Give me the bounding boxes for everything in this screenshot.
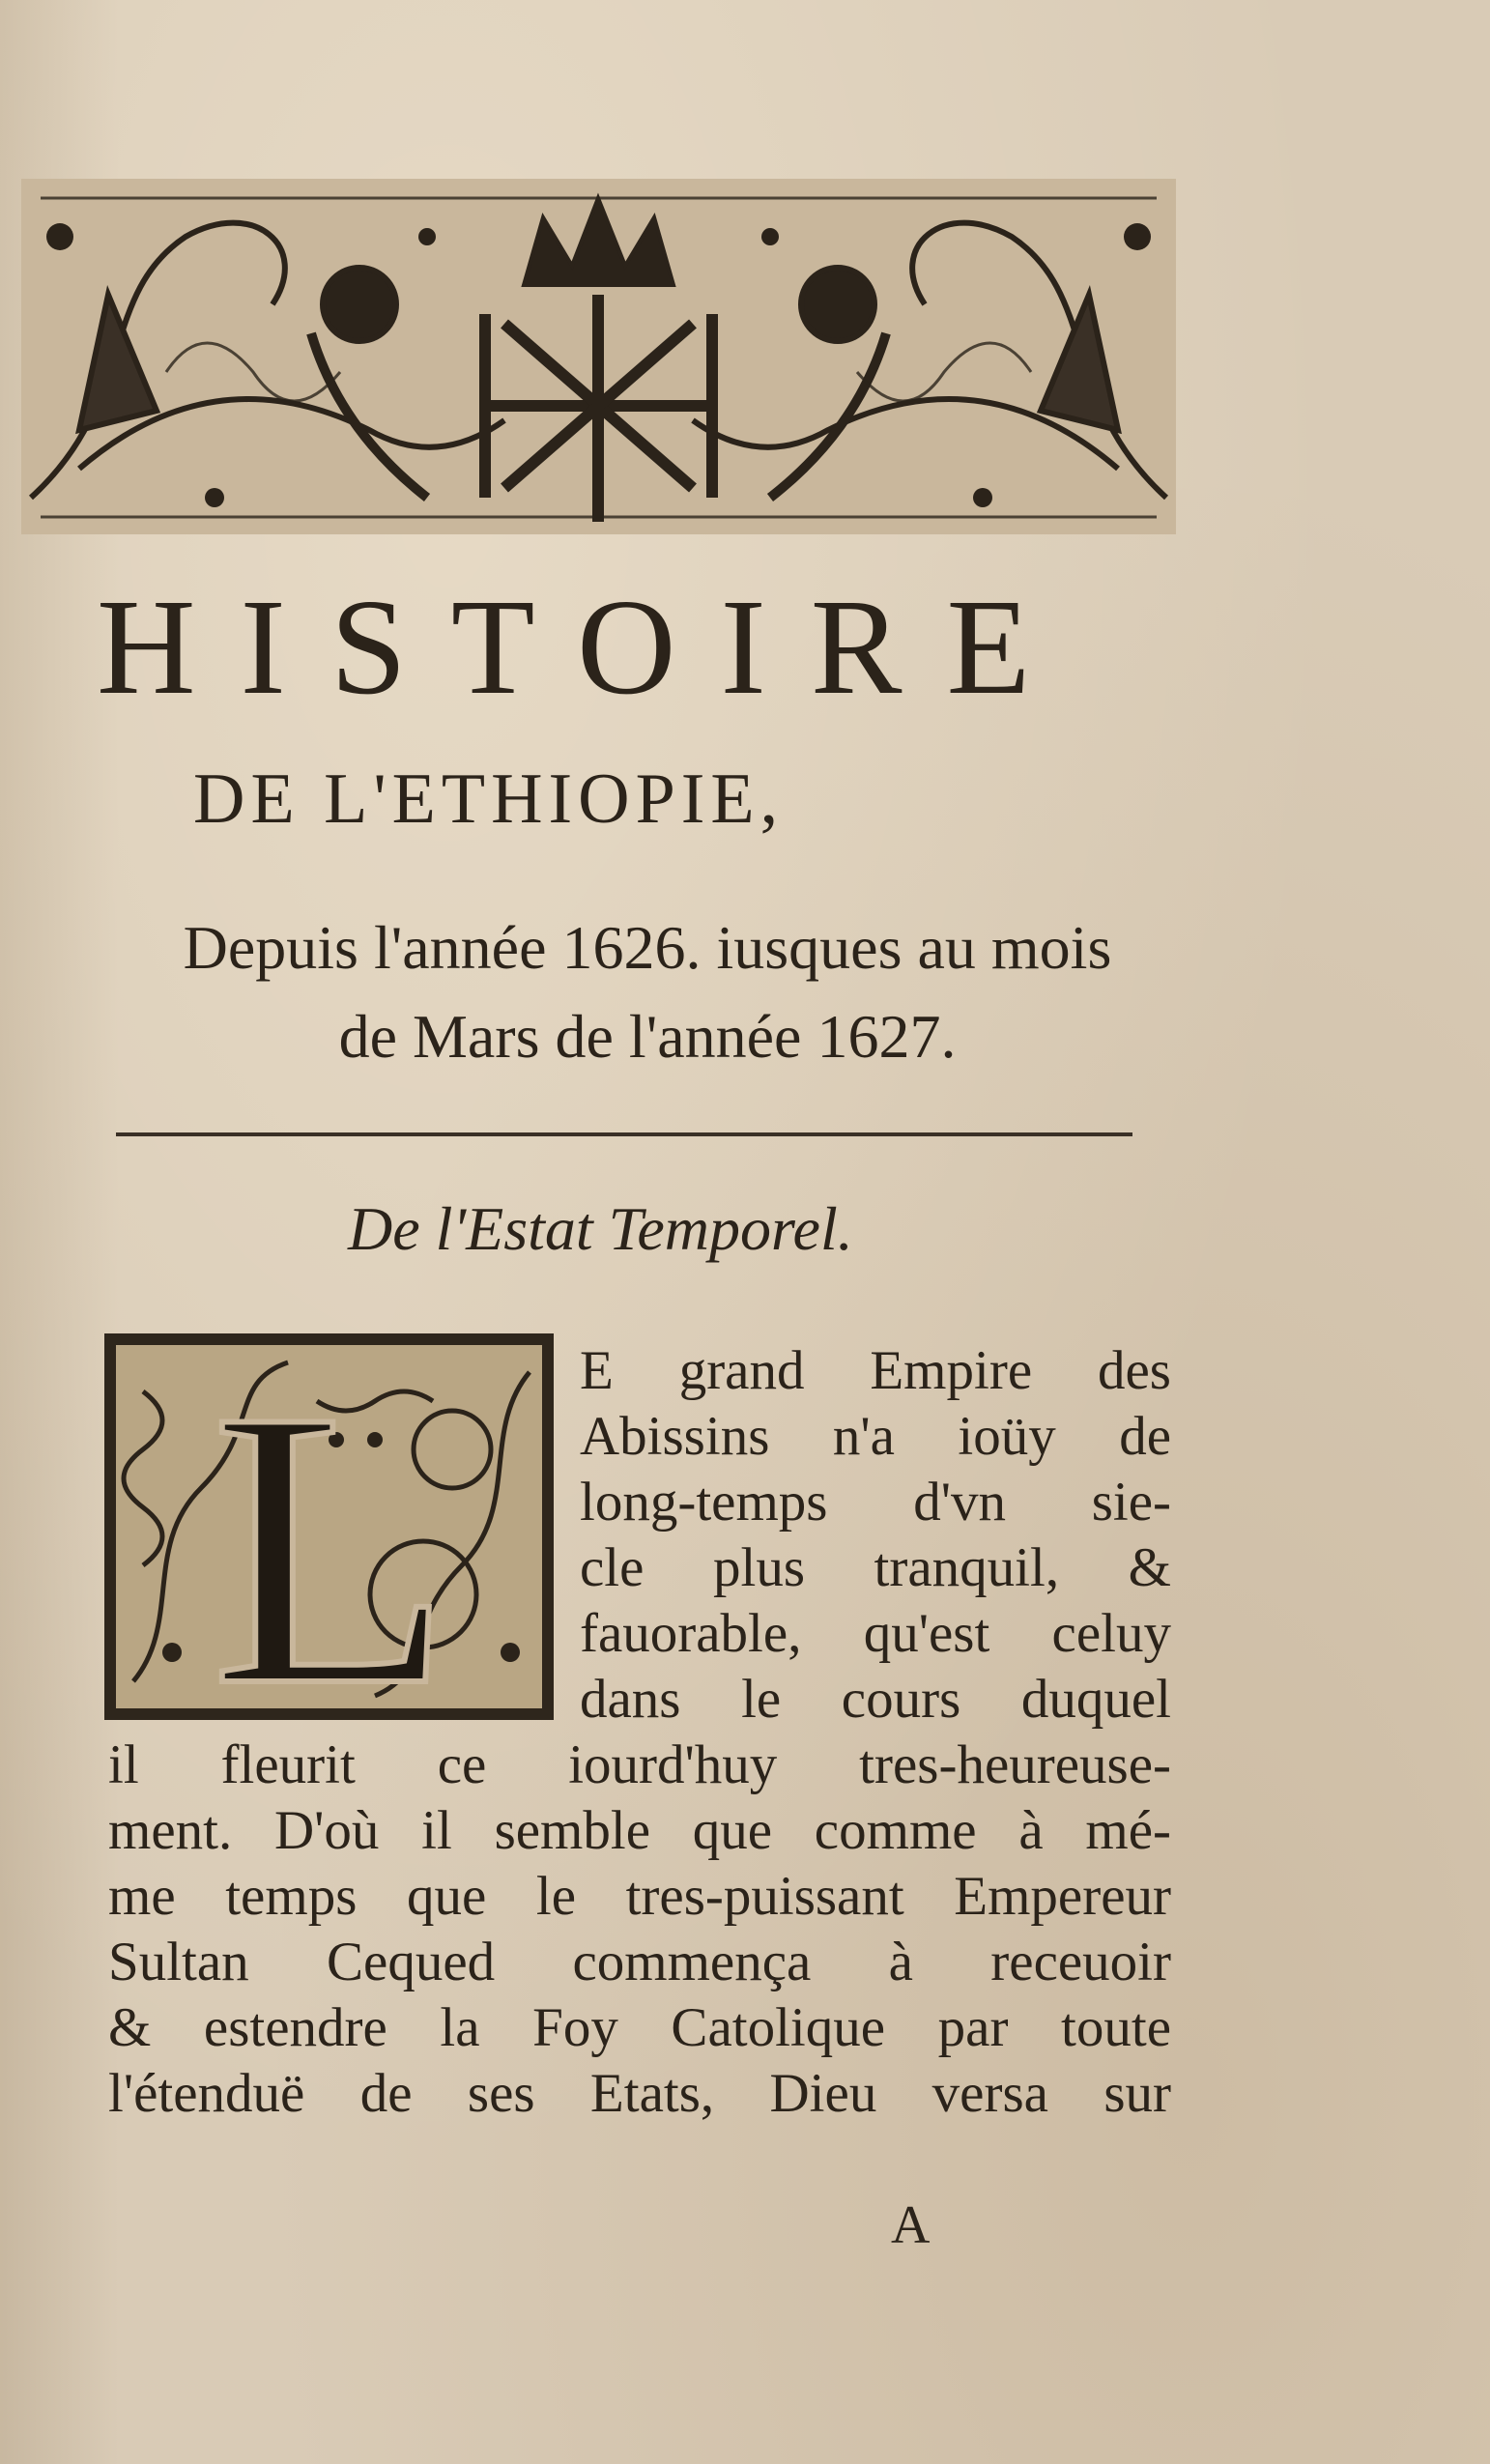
body-line: il fleurit ce iourd'huy tres-heureuse- bbox=[108, 1734, 1171, 1795]
body-line: E grand Empire des bbox=[580, 1340, 1171, 1401]
body-line: dans le cours duquel bbox=[580, 1669, 1171, 1730]
date-line: Depuis l'année 1626. iusques au mois bbox=[183, 913, 1112, 982]
body-line: Abissins n'a ioüy de bbox=[580, 1406, 1171, 1467]
drop-cap-letter: L bbox=[211, 1333, 453, 1720]
body-line: fauorable, qu'est celuy bbox=[580, 1603, 1171, 1664]
body-line: me temps que le tres-puissant Empereur bbox=[108, 1866, 1171, 1927]
body-line: & estendre la Foy Catolique par toute bbox=[108, 1997, 1171, 2058]
decorated-initial-letter bbox=[104, 1333, 554, 1720]
book-subtitle: DE L'ETHIOPIE, bbox=[193, 759, 785, 839]
body-line: l'étenduë de ses Etats, Dieu versa sur bbox=[108, 2063, 1171, 2124]
horizontal-rule bbox=[116, 1132, 1132, 1136]
ornamental-headpiece bbox=[21, 179, 1176, 534]
date-range bbox=[106, 903, 1189, 1081]
body-line: ment. D'où il semble que comme à mé- bbox=[108, 1800, 1171, 1861]
body-line: Sultan Cequed commença à receuoir bbox=[108, 1932, 1171, 1992]
section-heading: De l'Estat Temporel. bbox=[348, 1194, 853, 1263]
signature-mark: A bbox=[891, 2195, 931, 2255]
book-title: HISTOIRE bbox=[97, 570, 1075, 723]
date-line: de Mars de l'année 1627. bbox=[338, 1002, 957, 1071]
body-line: long-temps d'vn sie- bbox=[580, 1472, 1171, 1533]
body-line: cle plus tranquil, & bbox=[580, 1537, 1171, 1598]
